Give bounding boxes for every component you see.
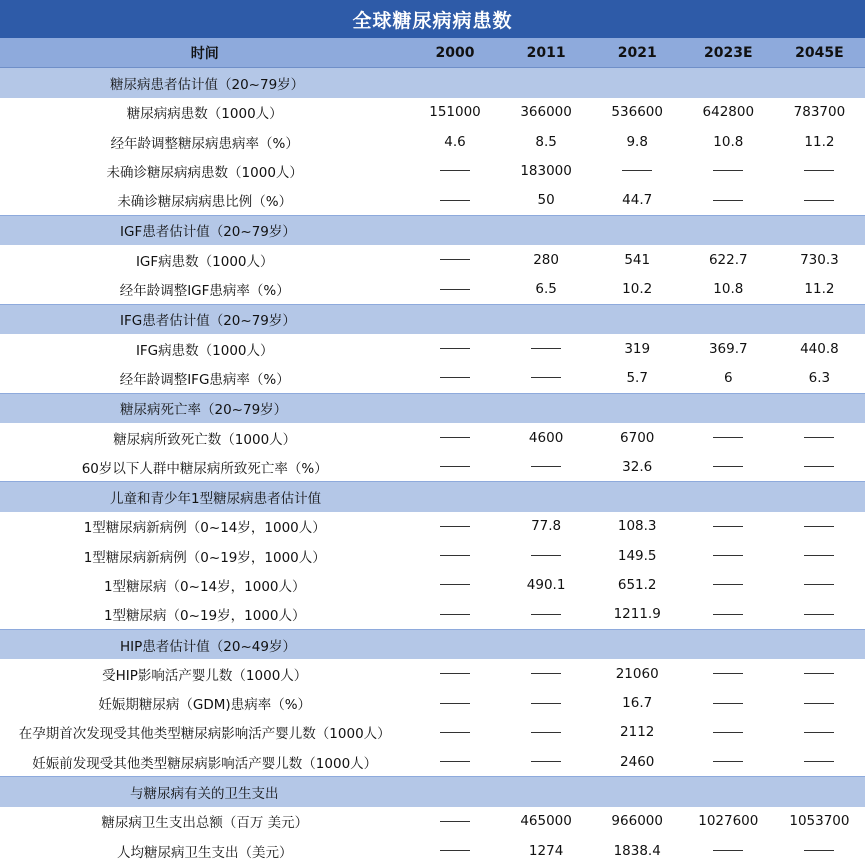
dash-placeholder — [440, 673, 470, 674]
value-cell — [501, 363, 592, 393]
row-label: 妊娠前发现受其他类型糖尿病影响活产婴儿数（1000人） — [0, 747, 409, 777]
value-cell — [774, 452, 865, 482]
row-label: 1型糖尿病（0~19岁，1000人） — [0, 600, 409, 630]
table-row — [0, 423, 865, 452]
table-row — [0, 541, 865, 570]
dash-placeholder — [440, 614, 470, 615]
value-cell: 8.5 — [501, 127, 592, 156]
row-label: 受HIP影响活产婴儿数（1000人） — [0, 659, 409, 688]
row-label: 人均糖尿病卫生支出（美元） — [0, 836, 409, 865]
row-label: 经年龄调整糖尿病患病率（%） — [0, 127, 409, 156]
dash-placeholder — [804, 584, 834, 585]
value-cell: 366000 — [501, 98, 592, 127]
table-row — [0, 570, 865, 599]
dash-placeholder — [440, 289, 470, 290]
value-cell — [409, 659, 500, 688]
value-cell — [501, 452, 592, 482]
value-cell: 4600 — [501, 423, 592, 452]
section-title-cell — [0, 393, 865, 423]
value-cell: 2112 — [592, 718, 683, 747]
value-cell — [501, 689, 592, 718]
value-cell: 369.7 — [683, 334, 774, 363]
value-cell: 6700 — [592, 423, 683, 452]
section-header-row — [0, 215, 865, 245]
value-cell — [409, 718, 500, 747]
row-label: 糖尿病所致死亡数（1000人） — [0, 423, 409, 452]
value-cell — [683, 600, 774, 630]
table-row — [0, 689, 865, 718]
value-cell: 651.2 — [592, 570, 683, 599]
section-header-row — [0, 482, 865, 512]
section-title-cell — [0, 482, 865, 512]
dash-placeholder — [531, 377, 561, 378]
value-cell — [409, 156, 500, 185]
value-cell: 783700 — [774, 98, 865, 127]
row-label: IGF病患数（1000人） — [0, 245, 409, 274]
value-cell — [592, 156, 683, 185]
header-label: 时间 — [0, 38, 409, 68]
section-title: 糖尿病死亡率（20~79岁） — [120, 402, 288, 419]
value-cell — [501, 718, 592, 747]
dash-placeholder — [804, 850, 834, 851]
value-cell — [774, 156, 865, 185]
value-cell — [774, 600, 865, 630]
section-title: 糖尿病患者估计值（20~79岁） — [110, 76, 305, 93]
header-year: 2045E — [774, 38, 865, 68]
value-cell: 9.8 — [592, 127, 683, 156]
table-row — [0, 452, 865, 482]
dash-placeholder — [804, 170, 834, 171]
dash-placeholder — [713, 526, 743, 527]
table-row — [0, 334, 865, 363]
value-cell — [683, 185, 774, 215]
value-cell — [409, 245, 500, 274]
value-cell — [683, 747, 774, 777]
value-cell — [501, 747, 592, 777]
value-cell: 21060 — [592, 659, 683, 688]
dash-placeholder — [440, 703, 470, 704]
value-cell: 10.8 — [683, 274, 774, 304]
row-label: 未确诊糖尿病病患数（1000人） — [0, 156, 409, 185]
section-title-cell — [0, 304, 865, 334]
value-cell — [683, 156, 774, 185]
dash-placeholder — [531, 732, 561, 733]
section-title: 与糖尿病有关的卫生支出 — [130, 786, 279, 803]
value-cell — [683, 512, 774, 541]
header-year: 2023E — [683, 38, 774, 68]
dash-placeholder — [804, 703, 834, 704]
value-cell — [409, 541, 500, 570]
value-cell: 183000 — [501, 156, 592, 185]
value-cell — [683, 452, 774, 482]
row-label: 糖尿病卫生支出总额（百万 美元） — [0, 807, 409, 836]
value-cell: 16.7 — [592, 689, 683, 718]
dash-placeholder — [713, 555, 743, 556]
value-cell — [501, 334, 592, 363]
value-cell: 32.6 — [592, 452, 683, 482]
value-cell: 4.6 — [409, 127, 500, 156]
value-cell: 730.3 — [774, 245, 865, 274]
value-cell: 10.2 — [592, 274, 683, 304]
section-header-row — [0, 304, 865, 334]
row-label: 1型糖尿病（0~14岁，1000人） — [0, 570, 409, 599]
value-cell — [683, 423, 774, 452]
value-cell: 541 — [592, 245, 683, 274]
table-row — [0, 98, 865, 127]
table-row — [0, 747, 865, 777]
dash-placeholder — [804, 466, 834, 467]
value-cell: 108.3 — [592, 512, 683, 541]
dash-placeholder — [440, 348, 470, 349]
value-cell — [409, 334, 500, 363]
value-cell — [683, 659, 774, 688]
table-row — [0, 659, 865, 688]
dash-placeholder — [440, 259, 470, 260]
value-cell — [409, 689, 500, 718]
value-cell: 280 — [501, 245, 592, 274]
dash-placeholder — [713, 673, 743, 674]
table-row — [0, 512, 865, 541]
value-cell — [774, 423, 865, 452]
section-title: IGF患者估计值（20~79岁） — [120, 224, 296, 241]
dash-placeholder — [804, 555, 834, 556]
value-cell: 2460 — [592, 747, 683, 777]
dash-placeholder — [440, 850, 470, 851]
value-cell: 11.2 — [774, 127, 865, 156]
value-cell — [774, 689, 865, 718]
dash-placeholder — [531, 761, 561, 762]
value-cell: 6 — [683, 363, 774, 393]
dash-placeholder — [440, 761, 470, 762]
dash-placeholder — [531, 555, 561, 556]
value-cell: 44.7 — [592, 185, 683, 215]
dash-placeholder — [713, 850, 743, 851]
table-row — [0, 127, 865, 156]
table-row — [0, 363, 865, 393]
row-label: IFG病患数（1000人） — [0, 334, 409, 363]
dash-placeholder — [531, 673, 561, 674]
dash-placeholder — [804, 614, 834, 615]
row-label: 经年龄调整IGF患病率（%） — [0, 274, 409, 304]
dash-placeholder — [713, 703, 743, 704]
dash-placeholder — [440, 821, 470, 822]
value-cell: 11.2 — [774, 274, 865, 304]
value-cell — [409, 423, 500, 452]
dash-placeholder — [440, 200, 470, 201]
section-title-cell — [0, 215, 865, 245]
section-title: IFG患者估计值（20~79岁） — [120, 313, 296, 330]
value-cell — [409, 274, 500, 304]
dash-placeholder — [804, 437, 834, 438]
table-row — [0, 274, 865, 304]
value-cell — [683, 689, 774, 718]
dash-placeholder — [804, 732, 834, 733]
section-title-cell — [0, 777, 865, 807]
value-cell: 10.8 — [683, 127, 774, 156]
dash-placeholder — [622, 170, 652, 171]
dash-placeholder — [713, 170, 743, 171]
table-row — [0, 156, 865, 185]
value-cell: 50 — [501, 185, 592, 215]
dash-placeholder — [713, 584, 743, 585]
value-cell — [409, 452, 500, 482]
value-cell — [774, 718, 865, 747]
value-cell — [774, 541, 865, 570]
value-cell — [774, 659, 865, 688]
row-label: 60岁以下人群中糖尿病所致死亡率（%） — [0, 452, 409, 482]
value-cell: 642800 — [683, 98, 774, 127]
value-cell: 622.7 — [683, 245, 774, 274]
value-cell: 1053700 — [774, 807, 865, 836]
dash-placeholder — [440, 437, 470, 438]
row-label: 经年龄调整IFG患病率（%） — [0, 363, 409, 393]
value-cell: 1027600 — [683, 807, 774, 836]
value-cell: 6.5 — [501, 274, 592, 304]
dash-placeholder — [440, 555, 470, 556]
dash-placeholder — [804, 200, 834, 201]
dash-placeholder — [440, 732, 470, 733]
dash-placeholder — [713, 761, 743, 762]
value-cell — [501, 659, 592, 688]
value-cell: 465000 — [501, 807, 592, 836]
value-cell: 490.1 — [501, 570, 592, 599]
value-cell: 440.8 — [774, 334, 865, 363]
value-cell: 536600 — [592, 98, 683, 127]
value-cell — [409, 807, 500, 836]
table-row — [0, 185, 865, 215]
value-cell — [683, 541, 774, 570]
value-cell — [409, 600, 500, 630]
value-cell: 1211.9 — [592, 600, 683, 630]
data-table — [0, 38, 865, 865]
table-body — [0, 68, 865, 865]
section-header-row — [0, 629, 865, 659]
header-year: 2011 — [501, 38, 592, 68]
value-cell: 966000 — [592, 807, 683, 836]
value-cell — [409, 570, 500, 599]
row-label: 1型糖尿病新病例（0~19岁，1000人） — [0, 541, 409, 570]
section-header-row — [0, 777, 865, 807]
value-cell: 77.8 — [501, 512, 592, 541]
value-cell — [774, 570, 865, 599]
section-title: HIP患者估计值（20~49岁） — [120, 638, 296, 655]
table-row — [0, 807, 865, 836]
value-cell — [683, 718, 774, 747]
value-cell: 5.7 — [592, 363, 683, 393]
value-cell: 1274 — [501, 836, 592, 865]
value-cell — [501, 600, 592, 630]
section-header-row — [0, 68, 865, 98]
table-title: 全球糖尿病病患数 — [0, 0, 865, 38]
dash-placeholder — [531, 466, 561, 467]
dash-placeholder — [804, 761, 834, 762]
section-header-row — [0, 393, 865, 423]
row-label: 在孕期首次发现受其他类型糖尿病影响活产婴儿数（1000人） — [0, 718, 409, 747]
value-cell — [501, 541, 592, 570]
value-cell: 1838.4 — [592, 836, 683, 865]
row-label: 未确诊糖尿病病患比例（%） — [0, 185, 409, 215]
value-cell: 149.5 — [592, 541, 683, 570]
row-label: 糖尿病病患数（1000人） — [0, 98, 409, 127]
section-title-cell — [0, 629, 865, 659]
section-title: 儿童和青少年1型糖尿病患者估计值 — [110, 491, 322, 508]
header-row — [0, 38, 865, 68]
dash-placeholder — [804, 526, 834, 527]
dash-placeholder — [713, 437, 743, 438]
dash-placeholder — [531, 703, 561, 704]
header-year: 2021 — [592, 38, 683, 68]
value-cell — [409, 363, 500, 393]
dash-placeholder — [531, 348, 561, 349]
value-cell — [409, 185, 500, 215]
value-cell — [409, 747, 500, 777]
value-cell — [409, 512, 500, 541]
dash-placeholder — [440, 466, 470, 467]
dash-placeholder — [713, 466, 743, 467]
row-label: 妊娠期糖尿病（GDM)患病率（%） — [0, 689, 409, 718]
value-cell — [774, 185, 865, 215]
dash-placeholder — [531, 614, 561, 615]
dash-placeholder — [713, 732, 743, 733]
dash-placeholder — [440, 170, 470, 171]
value-cell: 6.3 — [774, 363, 865, 393]
dash-placeholder — [440, 377, 470, 378]
value-cell — [683, 570, 774, 599]
dash-placeholder — [713, 614, 743, 615]
value-cell: 151000 — [409, 98, 500, 127]
dash-placeholder — [440, 584, 470, 585]
header-year: 2000 — [409, 38, 500, 68]
row-label: 1型糖尿病新病例（0~14岁，1000人） — [0, 512, 409, 541]
value-cell — [774, 512, 865, 541]
table-row — [0, 600, 865, 630]
dash-placeholder — [713, 200, 743, 201]
dash-placeholder — [440, 526, 470, 527]
table-row — [0, 245, 865, 274]
value-cell — [774, 747, 865, 777]
table-row — [0, 718, 865, 747]
section-title-cell — [0, 68, 865, 98]
dash-placeholder — [804, 673, 834, 674]
value-cell: 319 — [592, 334, 683, 363]
